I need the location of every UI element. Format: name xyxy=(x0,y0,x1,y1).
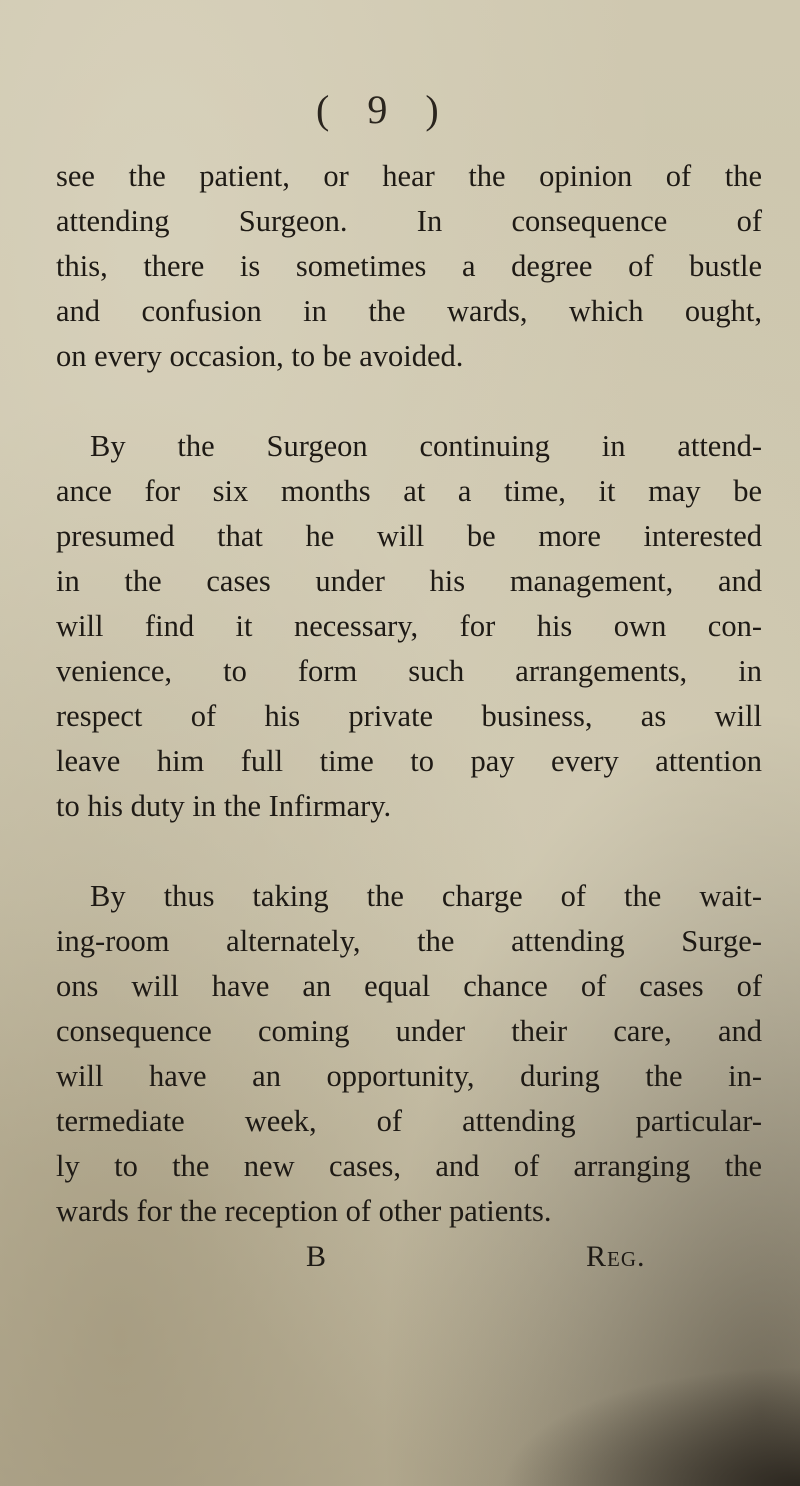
text-line: wards for the reception of other patients. xyxy=(56,1194,552,1228)
body-text xyxy=(56,154,762,1234)
text-line: this, there is sometimes a degree of bustle xyxy=(56,249,762,283)
text-line: By thus taking the charge of the wait- xyxy=(90,879,762,913)
paragraph-break xyxy=(56,379,762,424)
text-line: respect of his private business, as will xyxy=(56,699,762,733)
text-line: attending Surgeon. In consequence of xyxy=(56,204,762,238)
text-line: leave him full time to pay every attention xyxy=(56,744,762,778)
text-line: ly to the new cases, and of arranging the xyxy=(56,1149,762,1183)
page-number: ( 9 ) xyxy=(316,87,453,132)
text-line: to his duty in the Infirmary. xyxy=(56,789,392,823)
text-line: termediate week, of attending particular- xyxy=(56,1104,762,1138)
text-line: presumed that he will be more interested xyxy=(56,519,762,553)
text-line: will have an opportunity, during the in- xyxy=(56,1059,762,1093)
text-line: see the patient, or hear the opinion of the xyxy=(56,159,762,193)
text-line: consequence coming under their care, and xyxy=(56,1014,762,1048)
page-edge-shadow xyxy=(500,1366,800,1486)
paragraph-break xyxy=(56,829,762,874)
text-line: By the Surgeon continuing in attend- xyxy=(90,429,762,463)
text-line: ing-room alternately, the attending Surge- xyxy=(56,924,762,958)
signature-mark: B xyxy=(306,1240,327,1273)
text-line: in the cases under his management, and xyxy=(56,564,762,598)
catchword: Reg. xyxy=(586,1240,646,1273)
text-line: ons will have an equal chance of cases of xyxy=(56,969,762,1003)
text-line: on every occasion, to be avoided. xyxy=(56,339,464,373)
text-line: and confusion in the wards, which ought, xyxy=(56,294,762,328)
text-line: ance for six months at a time, it may be xyxy=(56,474,762,508)
text-line: will find it necessary, for his own con- xyxy=(56,609,762,643)
text-line: venience, to form such arrangements, in xyxy=(56,654,762,688)
